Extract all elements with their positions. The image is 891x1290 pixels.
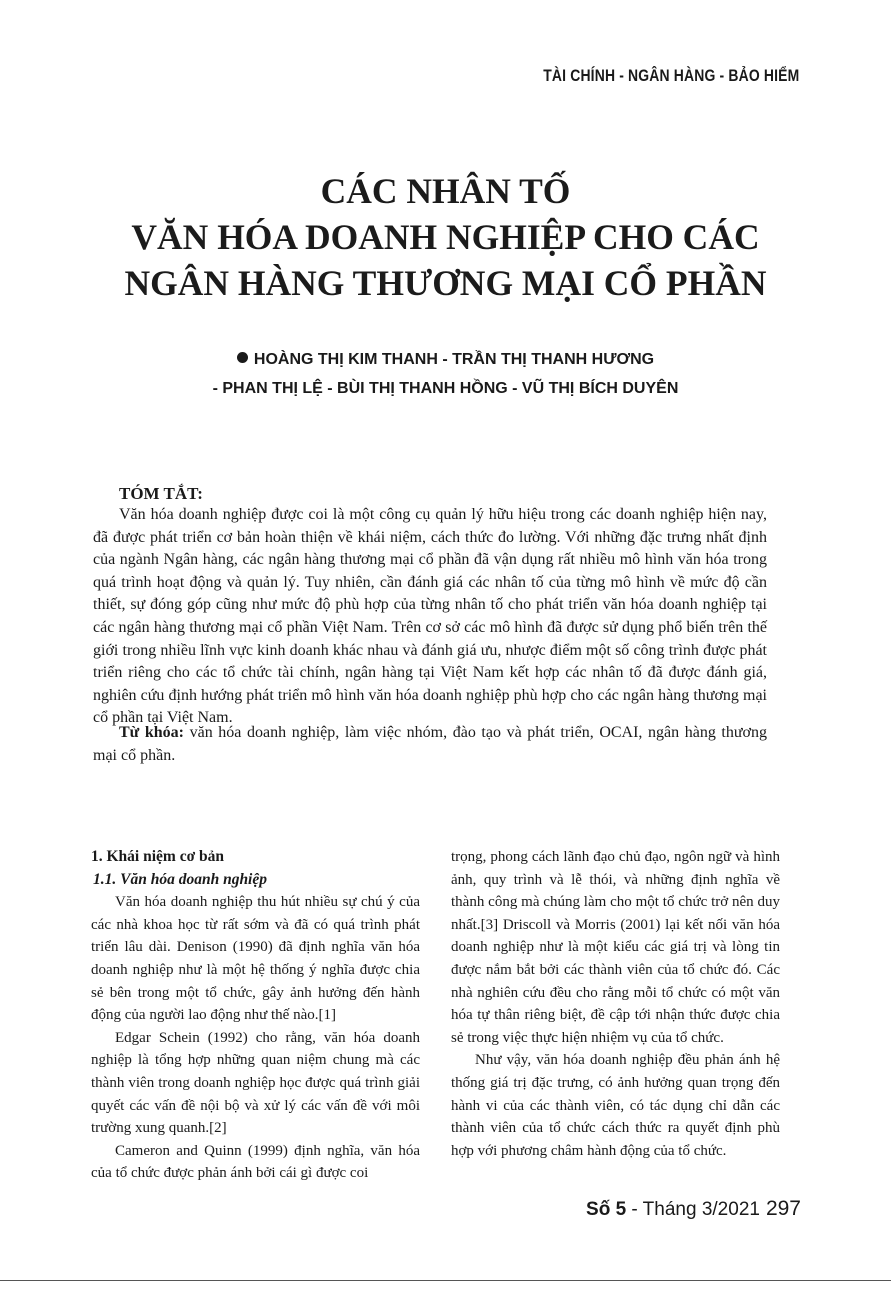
author-list <box>0 345 891 403</box>
keywords-label: Từ khóa: <box>119 724 184 741</box>
body-paragraph: Văn hóa doanh nghiệp thu hút nhiều sự chú ý của các nhà khoa học từ rất sớm và đã có quá trình phát triển lâu dài. Denison (1990) đã định nghĩa văn hóa doanh nghiệp như là một hệ thống ý nghĩa được chia sẻ bên trong một tổ chức, gây ảnh hưởng đến hành động của người lao động như thế nào.[1] <box>91 894 420 1024</box>
author-line-2: - PHAN THỊ LỆ - BÙI THỊ THANH HỒNG - VŨ THỊ BÍCH DUYÊN <box>212 380 679 397</box>
bottom-rule <box>0 1280 891 1281</box>
journal-section-label: TÀI CHÍNH - NGÂN HÀNG - BẢO HIỂM <box>542 66 799 85</box>
title-line-3: NGÂN HÀNG THƯƠNG MẠI CỔ PHẦN <box>124 263 767 303</box>
article-title <box>0 168 891 306</box>
body-paragraph: Cameron and Quinn (1999) định nghĩa, văn hóa của tổ chức được phản ánh bởi cái gì được coi <box>91 1142 420 1182</box>
body-paragraph: trọng, phong cách lãnh đạo chủ đạo, ngôn ngữ và hình ảnh, quy trình và lễ thói, và những định nghĩa về thành công mà chúng làm cho một tổ chức trở nên duy nhất.[3] Driscoll và Morris (2001) lại kết nối văn hóa doanh nghiệp như là một kiểu các giá trị và lòng tin được nắm bắt bởi các thành viên của tổ chức đó. Các nhà nghiên cứu đều cho rằng mỗi tổ chức có một văn hóa tự thân riêng biệt, đề cập tới nhận thức được chia sẻ trong việc thực hiện nhiệm vụ của tổ chức. <box>451 849 780 1046</box>
abstract-text: Văn hóa doanh nghiệp được coi là một công cụ quản lý hữu hiệu trong các doanh nghiệp hiện nay, đã được phát triển cơ bản hoàn thiện về khái niệm, cách thức đo lường. Với những đặc trưng nhất định của ngành Ngân hàng, các ngân hàng thương mại cổ phần đã vận dụng rất nhiều mô hình văn hóa trong quá trình hoạt động và quản lý. Tuy nhiên, cần đánh giá các nhân tố của từng mô hình về mức độ cần thiết, sự đóng góp cũng như mức độ phù hợp của từng nhân tố cho phát triển văn hóa doanh nghiệp tại các ngân hàng thương mại cổ phần Việt Nam. Trên cơ sở các mô hình đã được sử dụng phổ biến trên thế giới trong nhiều lĩnh vực kinh doanh khác nhau và đánh giá ưu, nhược điểm một số công trình được phát triển riêng cho các tổ chức tài chính, ngân hàng tại Việt Nam kết hợp các nhân tố đã được đánh giá, nghiên cứu định hướng phát triển mô hình văn hóa doanh nghiệp phù hợp cho các ngân hàng thương mại cổ phần tại Việt Nam. <box>93 506 767 727</box>
keywords-text: văn hóa doanh nghiệp, làm việc nhóm, đào tạo và phát triển, OCAI, ngân hàng thương mại cổ phần. <box>93 724 768 764</box>
author-line-1 <box>0 345 891 374</box>
title-line-2: VĂN HÓA DOANH NGHIỆP CHO CÁC <box>131 217 760 257</box>
issue-date: - Tháng 3/2021 <box>631 1199 760 1220</box>
body-paragraph: Như vậy, văn hóa doanh nghiệp đều phản ánh hệ thống giá trị đặc trưng, có ảnh hưởng quan trọng đến hành vi của các thành viên, có tác dụng chỉ dẫn các thành viên của tổ chức cách thức ra quyết định phù hợp với phương châm hành động của tổ chức. <box>451 1052 780 1159</box>
section-heading: 1. Khái niệm cơ bản <box>91 848 225 865</box>
issue-number: Số 5 <box>586 1199 627 1220</box>
body-paragraph: Edgar Schein (1992) cho rằng, văn hóa doanh nghiệp là tổng hợp những quan niệm chung mà các thành viên trong doanh nghiệp học được quá trình giải quyết các vấn đề nội bộ và xử lý các vấn đề với môi trường xung quanh.[2] <box>91 1029 420 1137</box>
issue-footer <box>586 1197 801 1221</box>
right-column <box>451 846 780 1162</box>
title-line-1: CÁC NHÂN TỐ <box>320 171 571 211</box>
page-number: 297 <box>765 1197 801 1220</box>
keywords <box>93 722 767 767</box>
left-column <box>91 846 420 1185</box>
subsection-heading: 1.1. Văn hóa doanh nghiệp <box>93 870 267 888</box>
bullet-icon <box>237 352 248 363</box>
abstract-heading: TÓM TẮT: <box>119 484 203 503</box>
author-line-1-text: HOÀNG THỊ KIM THANH - TRẦN THỊ THANH HƯƠNG <box>253 351 655 368</box>
